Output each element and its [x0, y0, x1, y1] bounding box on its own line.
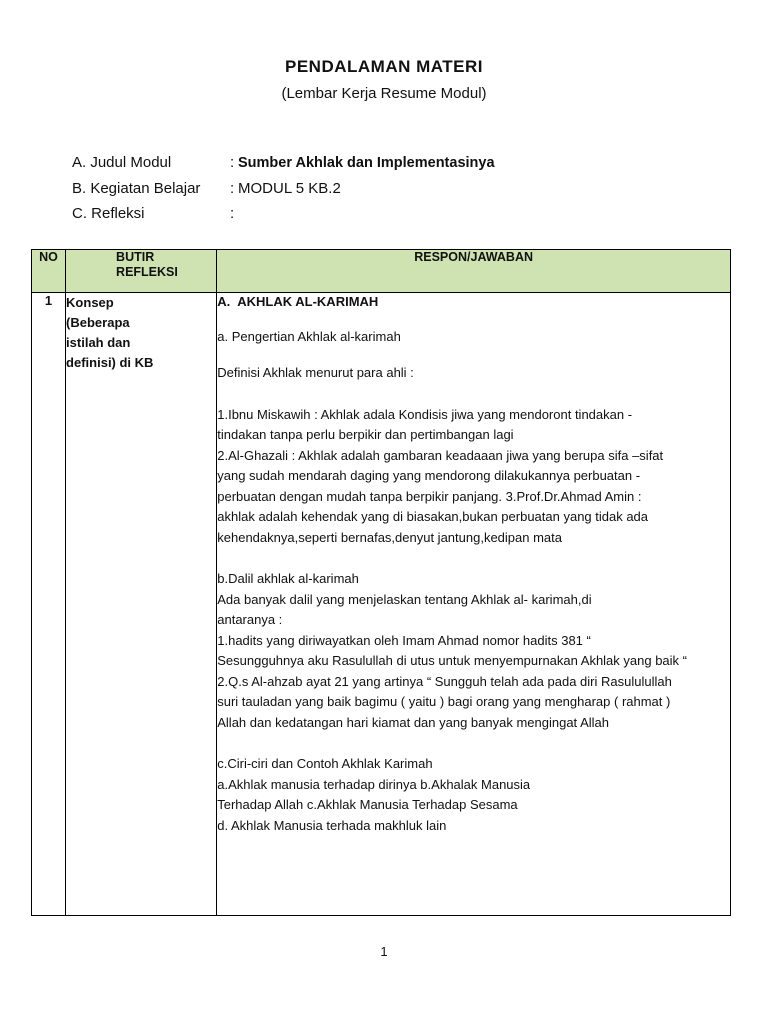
section-title: AKHLAK AL-KARIMAH — [237, 294, 379, 309]
dalil-line: Ada banyak dalil yang menjelaskan tentang Akhlak al- karimah,di — [217, 591, 592, 607]
module-info — [72, 150, 495, 227]
definisi-line: akhlak adalah kehendak yang di biasakan,bukan perbuatan yang tidak ada — [217, 509, 649, 524]
meta-separator: : — [230, 179, 235, 197]
butir-line: Konsep — [66, 295, 114, 310]
butir-cell — [66, 293, 217, 916]
meta-separator: : — [230, 154, 235, 172]
dalil-line: Allah dan kedatangan hari kiamat dan yang banyak mengingat Allah — [217, 714, 609, 730]
dalil-line: b.Dalil akhlak al-karimah — [217, 571, 359, 586]
table-row — [32, 293, 731, 916]
meta-separator: : — [230, 205, 235, 223]
meta-label: C. Refleksi — [72, 205, 145, 223]
meta-row-kegiatan-belajar — [72, 176, 495, 202]
meta-row-refleksi — [72, 201, 495, 227]
ciri-line: Terhadap Allah c.Akhlak Manusia Terhadap Sesama — [217, 797, 518, 812]
subheading-pengertian: a. Pengertian Akhlak al-karimah — [217, 328, 401, 344]
meta-value: Sumber Akhlak dan Implementasinya — [238, 154, 495, 171]
header-butir-line: BUTIR — [116, 250, 155, 264]
header-butir-refleksi — [66, 250, 217, 293]
definisi-line: tindakan tanpa perlu berpikir dan pertimbangan lagi — [217, 427, 514, 442]
definisi-line: kehendaknya,seperti bernafas,denyut jantung,kedipan mata — [217, 529, 562, 545]
meta-label: A. Judul Modul — [72, 154, 172, 172]
meta-row-judul-modul — [72, 150, 495, 176]
ciri-line: c.Ciri-ciri dan Contoh Akhlak Karimah — [217, 756, 433, 771]
page-title: PENDALAMAN MATERI — [284, 57, 483, 76]
row-number: 1 — [32, 293, 66, 916]
ciri-line: d. Akhlak Manusia terhada makhluk lain — [217, 817, 447, 833]
meta-label: B. Kegiatan Belajar — [72, 179, 201, 197]
page-number: 1 — [380, 944, 388, 959]
header-butir-line: REFLEKSI — [116, 265, 178, 279]
dalil-line: antaranya : — [217, 612, 283, 627]
section-heading — [217, 292, 730, 313]
page-subtitle: (Lembar Kerja Resume Modul) — [281, 85, 487, 102]
definisi-line: 1.Ibnu Miskawih : Akhlak adala Kondisis jiwa yang mendoront tindakan - — [217, 406, 633, 422]
butir-line: istilah dan — [66, 335, 131, 350]
header-respon-jawaban: RESPON/JAWABAN — [217, 250, 731, 293]
definisi-line: 2.Al-Ghazali : Akhlak adalah gambaran keadaaan jiwa yang berupa sifa –sifat — [217, 447, 664, 463]
section-letter: A. — [217, 294, 231, 309]
ciri-line: a.Akhlak manusia terhadap dirinya b.Akhalak Manusia — [217, 776, 531, 792]
dalil-line: 1.hadits yang diriwayatkan oleh Imam Ahmad nomor hadits 381 “ — [217, 632, 591, 648]
table-header-row — [32, 250, 731, 293]
dalil-line: suri tauladan yang baik bagimu ( yaitu ) bagi orang yang mengharap ( rahmat ) — [217, 694, 671, 709]
header-no: NO — [32, 250, 66, 293]
butir-line: definisi) di KB — [66, 355, 154, 370]
dalil-line: Sesungguhnya aku Rasulullah di utus untuk menyempurnakan Akhlak yang baik “ — [217, 653, 687, 668]
definisi-line: perbuatan dengan mudah tanpa berpikir panjang. 3.Prof.Dr.Ahmad Amin : — [217, 488, 642, 504]
response-cell — [217, 293, 731, 916]
meta-value: MODUL 5 KB.2 — [238, 179, 341, 197]
definisi-intro: Definisi Akhlak menurut para ahli : — [217, 365, 414, 380]
definisi-line: yang sudah mendarah daging yang mendorong dilakukannya perbuatan - — [217, 468, 641, 483]
dalil-line: 2.Q.s Al-ahzab ayat 21 yang artinya “ Sungguh telah ada pada diri Rasululullah — [217, 673, 672, 689]
reflection-table — [31, 249, 731, 916]
butir-line: (Beberapa — [66, 315, 130, 330]
